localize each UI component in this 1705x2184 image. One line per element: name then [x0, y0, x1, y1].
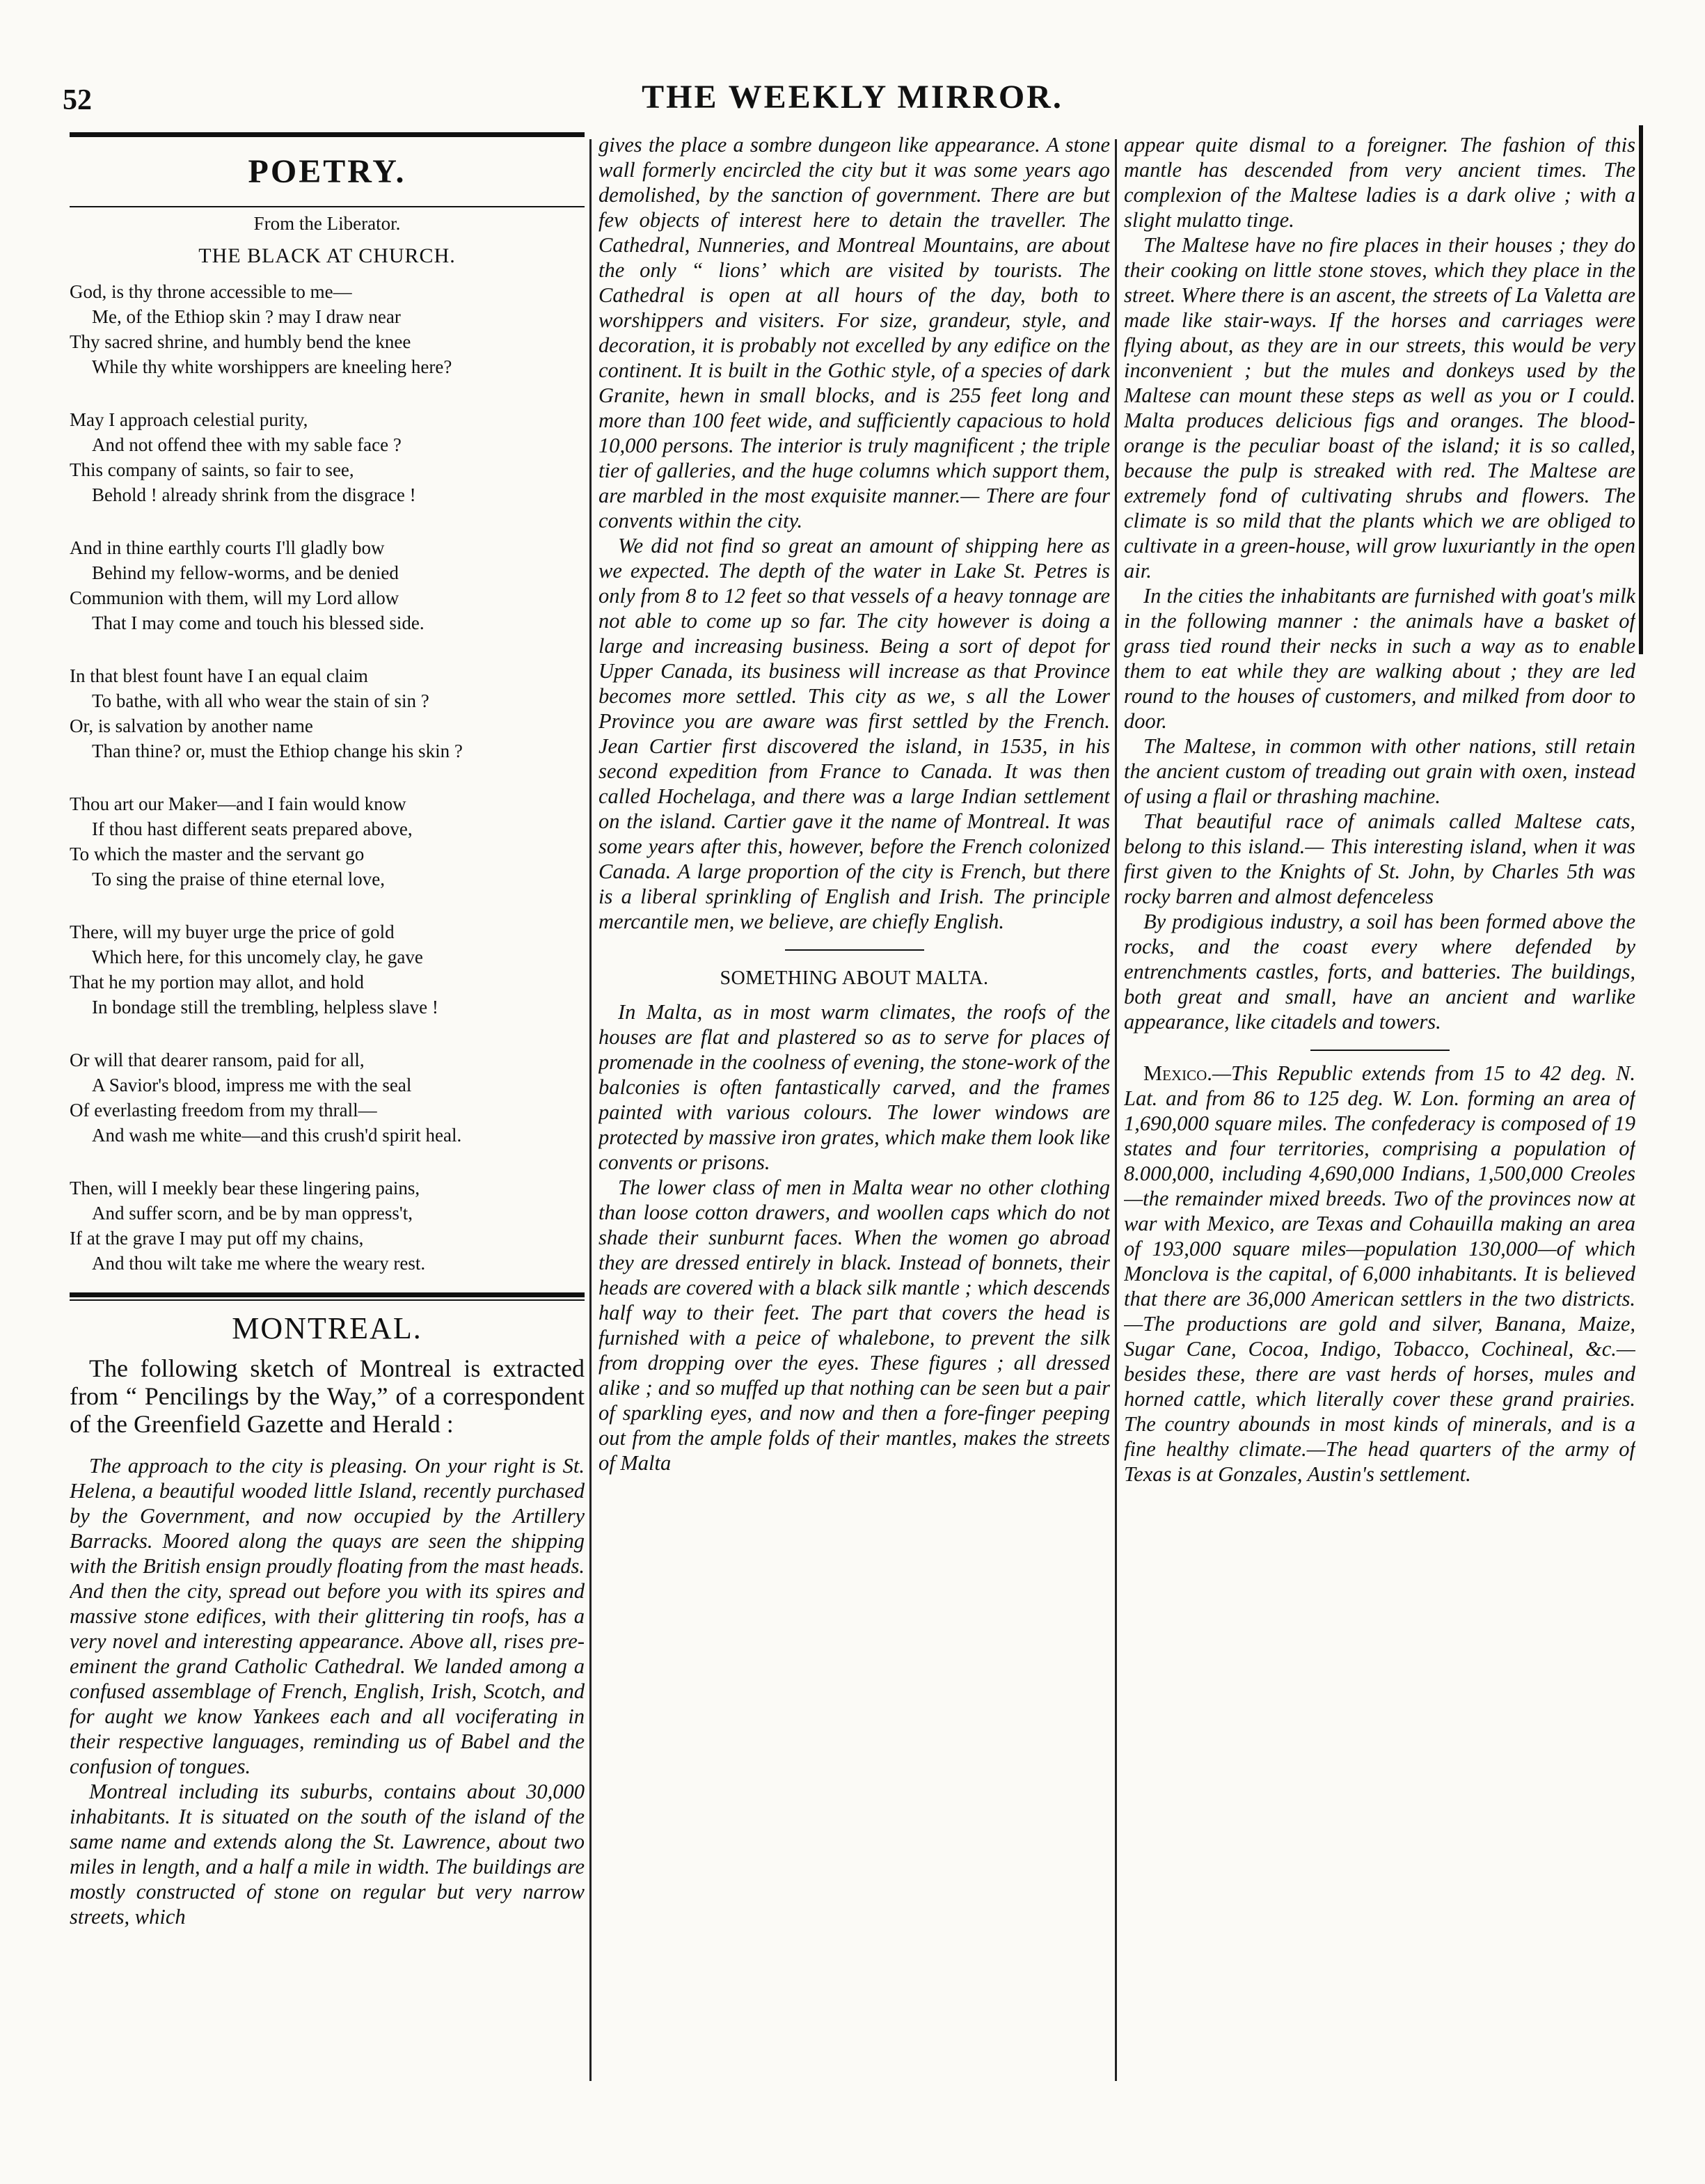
poem-line: Me, of the Ethiop skin ? may I draw near	[92, 306, 401, 327]
poem-stanza	[70, 791, 585, 892]
poem-line: Of everlasting freedom from my thrall—	[70, 1100, 377, 1121]
malta-title: SOMETHING ABOUT MALTA.	[720, 967, 989, 989]
article-paragraph: The approach to the city is pleasing. On your right is St. Helena, a beautiful wooded little Island, recently purchased by the Government, and now occupied by the Artillery Barracks. Moored along the quays are seen the shipping with the British ensign proudly floating from the mast heads. And then the city, spread out before you with its spires and massive stone edifices, with their glittering tin roofs, has a very novel and interesting appearance. Above all, rises pre-eminent the grand Catholic Cathedral. We landed among a confused assemblage of French, English, Irish, Scotch, and for aught we know Yankees each and all vociferating in their respective languages, reminding us of Babel and the confusion of tongues.	[70, 1454, 585, 1778]
poem-line: And not offend thee with my sable face ?	[92, 434, 402, 455]
article-paragraph: That beautiful race of animals called Maltese cats, belong to this island.— This interesting island, when it was first given to the Knights of St. John, by Charles 5th was rocky barren and almost defenceless	[1124, 809, 1635, 908]
article-paragraph: The Maltese have no fire places in their houses ; they do their cooking on little stone stoves, which they place in the street. Where there is an ascent, the streets of La Valetta are made like stair-ways. If the horses and carriages were flying about, as they are in our streets, this would be very inconvenient ; but the mules and donkeys used by the Maltese can mount these steps as well as you or I could. Malta produces delicious figs and oranges. The blood-orange is the peculiar boast of the island; it is so called, because the pulp is streaked with red. The Maltese are extremely fond of cultivating shrubs and flowers. The climate is so mild that the plants which we are obliged to cultivate in a green-house, will grow luxuriantly in the open air.	[1124, 233, 1635, 583]
article-paragraph: The Maltese, in common with other nations, still retain the ancient custom of treading out grain with oxen, instead of using a flail or thrashing machine.	[1124, 734, 1635, 808]
poem-line: Then, will I meekly bear these lingering pains,	[70, 1178, 420, 1198]
column-left	[70, 132, 585, 2109]
poem-line: And wash me white—and this crush'd spirit heal.	[92, 1125, 462, 1146]
column-middle	[598, 132, 1110, 2109]
poem-line: May I approach celestial purity,	[70, 409, 308, 430]
poem-line: If thou hast different seats prepared above,	[92, 818, 413, 839]
poem-stanza	[70, 407, 585, 507]
article-separator	[785, 949, 924, 951]
article-paragraph: We did not find so great an amount of shipping here as we expected. The depth of the water in Lake St. Petres is only from 8 to 12 feet so that vessels of a heavy tonnage are not able to come up so far. The city however is doing a large and increasing business. Being a sort of depot for Upper Canada, its business will increase as that Province becomes more settled. This city as we, s all the Lower Province you are aware was first settled by the French. Jean Cartier first discovered the island, in 1535, in his second expedition from France to Canada. It was then called Hochelaga, and there was a large Indian settlement on the island. Cartier gave it the name of Montreal. It was some years after this, however, before the French colonized Canada. A large proportion of the city is French, but there is a liberal sprinkling of English and Irish. The principle mercantile men, we believe, are chiefly English.	[598, 534, 1110, 933]
article-paragraph: The lower class of men in Malta wear no other clothing than loose cotton drawers, and woollen caps which do not shade their sunburnt faces. When the women go abroad they are dressed entirely in black. Instead of bonnets, their heads are covered with a black silk mantle ; which descends half way to their feet. The part that covers the head is furnished with a peice of whalebone, to prevent the silk from dropping over the eyes. These figures ; all dressed alike ; and so muffed up that nothing can be seen but a pair of sparkling eyes, and now and then a fore-finger peeping out from the ample folds of their mantles, makes the streets of Malta	[598, 1176, 1110, 1475]
poem-stanza	[70, 535, 585, 635]
mexico-paragraph	[1124, 1061, 1635, 1487]
poem-line: Behind my fellow-worms, and be denied	[92, 562, 399, 583]
page-number: 52	[63, 84, 92, 116]
poem-line: Or, is salvation by another name	[70, 715, 313, 736]
poem-line: Communion with them, will my Lord allow	[70, 587, 399, 608]
poem-line: Behold ! already shrink from the disgrace !	[92, 484, 416, 505]
poem-line: To bathe, with all who wear the stain of sin ?	[92, 690, 429, 711]
poem-title: THE BLACK AT CHURCH.	[198, 244, 456, 267]
poem-line: Which here, for this uncomely clay, he gave	[92, 947, 423, 967]
top-rule	[70, 132, 585, 137]
article-paragraph: In Malta, as in most warm climates, the roofs of the houses are flat and plastered so as to serve for places of promenade in the coolness of evening, the stone-work of the balconies is often fantastically carved, and the frames painted with various colours. The lower windows are protected by massive iron grates, which make them look like convents or prisons.	[598, 1000, 1110, 1174]
article-paragraph: appear quite dismal to a foreigner. The fashion of this mantle has descended from very ancient times. The complexion of the Maltese ladies is a dark olive ; with a slight mulatto tinge.	[1124, 133, 1635, 232]
montreal-intro: The following sketch of Montreal is extracted from “ Pencilings by the Way,” of a correspondent of the Greenfield Gazette and Herald :	[70, 1354, 585, 1438]
poem-line: And in thine earthly courts I'll gladly bow	[70, 537, 385, 558]
section-break-rule	[70, 1292, 585, 1297]
section-break-rule	[70, 1299, 585, 1301]
mexico-lead: Mexico.	[1143, 1061, 1212, 1085]
poem-line: In bondage still the trembling, helpless slave !	[92, 997, 438, 1018]
poem-stanza	[70, 663, 585, 763]
poem-line: And thou wilt take me where the weary rest.	[92, 1253, 426, 1274]
column-right	[1124, 132, 1635, 2109]
article-paragraph: Montreal including its suburbs, contains about 30,000 inhabitants. It is situated on the south of the island of the same name and extends along the St. Lawrence, about two miles in length, and a half a mile in width. The buildings are mostly constructed of stone on regular but very narrow streets, which	[70, 1780, 585, 1929]
poem-line: If at the grave I may put off my chains,	[70, 1228, 364, 1249]
poem-line: A Savior's blood, impress me with the seal	[92, 1075, 412, 1095]
poetry-section-title: POETRY.	[248, 153, 406, 190]
poem-line: There, will my buyer urge the price of gold	[70, 921, 395, 942]
article-paragraph: In the cities the inhabitants are furnished with goat's milk in the following manner : the animals have a basket of grass tied round their necks in such a way as to enable them to eat while they are walking about ; they are led round to the houses of customers, and milked from door to door.	[1124, 584, 1635, 733]
poem-stanza	[70, 1047, 585, 1148]
poem-line: God, is thy throne accessible to me—	[70, 281, 352, 302]
poem-stanza	[70, 919, 585, 1020]
poem-stanza	[70, 279, 585, 379]
poem-line: That he my portion may allot, and hold	[70, 972, 364, 992]
article-paragraph: gives the place a sombre dungeon like appearance. A stone wall formerly encircled the city but it was some years ago demolished, by the sanction of government. There are but few objects of interest here to detain the traveller. The Cathedral, Nunneries, and Montreal Mountains, are about the only “ lions’ which are visited by tourists. The Cathedral is open at all hours of the day, both to worshippers and visiters. For size, grandeur, style, and decoration, it is probably not excelled by any edifice on the continent. It is built in the Gothic style, of a species of dark Granite, hewn in small blocks, and is 255 feet long and more than 100 feet wide, and sufficiently capacious to hold 10,000 persons. The interior is truly magnificent ; the triple tier of galleries, and the huge columns which support them, are marbled in the most exquisite manner.— There are four convents within the city.	[598, 133, 1110, 532]
poem-source: From the Liberator.	[253, 213, 401, 234]
mexico-text: —This Republic extends from 15 to 42 deg. N. Lat. and from 86 to 125 deg. W. Lon. forming an area of 1,690,000 square miles. The confederacy is composed of 19 states and four territories, comprising a population of 8.000,000, including 4,690,000 Indians, 1,500,000 Creoles—the remainder mixed breeds. Two of the provinces now at war with Mexico, are Texas and Cohauilla making an area of 193,000 square miles—population 130,000—of which Monclova is the capital, of 6,000 inhabitants. It is believed that there are 36,000 American settlers in the two districts.—The productions are gold and silver, Banana, Maize, Sugar Cane, Cocoa, Indigo, Tobacco, Cochineal, &c.—besides these, there are vast herds of horses, mules and horned cattle, which literally cover these grand prairies. The country abounds in most kinds of minerals, and is a fine healthy climate.—The head quarters of the army of Texas is at Gonzales, Austin's settlement.	[1124, 1061, 1635, 1486]
column-divider	[589, 139, 592, 2081]
poem-line: And suffer scorn, and be by man oppress't,	[92, 1203, 413, 1224]
page-header	[56, 78, 1649, 127]
poem-line: Thou art our Maker—and I fain would know	[70, 793, 406, 814]
montreal-title: MONTREAL.	[232, 1311, 422, 1345]
poem-line: That I may come and touch his blessed side.	[92, 612, 425, 633]
article-separator	[1310, 1050, 1450, 1051]
column-divider	[1115, 139, 1117, 2081]
poem-line: While thy white worshippers are kneeling here?	[92, 356, 452, 377]
poem-line: To which the master and the servant go	[70, 844, 365, 864]
article-paragraph: By prodigious industry, a soil has been formed above the rocks, and the coast every where defended by entrenchments castles, forts, and batteries. The buildings, both great and small, have an ancient and warlike appearance, like citadels and towers.	[1124, 910, 1635, 1034]
page-edge-mark	[1639, 125, 1643, 654]
poem-line: Thy sacred shrine, and humbly bend the knee	[70, 331, 411, 352]
poem-line: In that blest fount have I an equal claim	[70, 665, 368, 686]
poem-stanza	[70, 1176, 585, 1276]
poem-line: To sing the praise of thine eternal love,	[92, 869, 385, 889]
poem-line: Than thine? or, must the Ethiop change his skin ?	[92, 741, 463, 761]
poem-line: This company of saints, so fair to see,	[70, 459, 354, 480]
masthead-title: THE WEEKLY MIRROR.	[642, 79, 1063, 116]
poem-line: Or will that dearer ransom, paid for all,	[70, 1050, 365, 1070]
section-rule	[70, 206, 585, 207]
